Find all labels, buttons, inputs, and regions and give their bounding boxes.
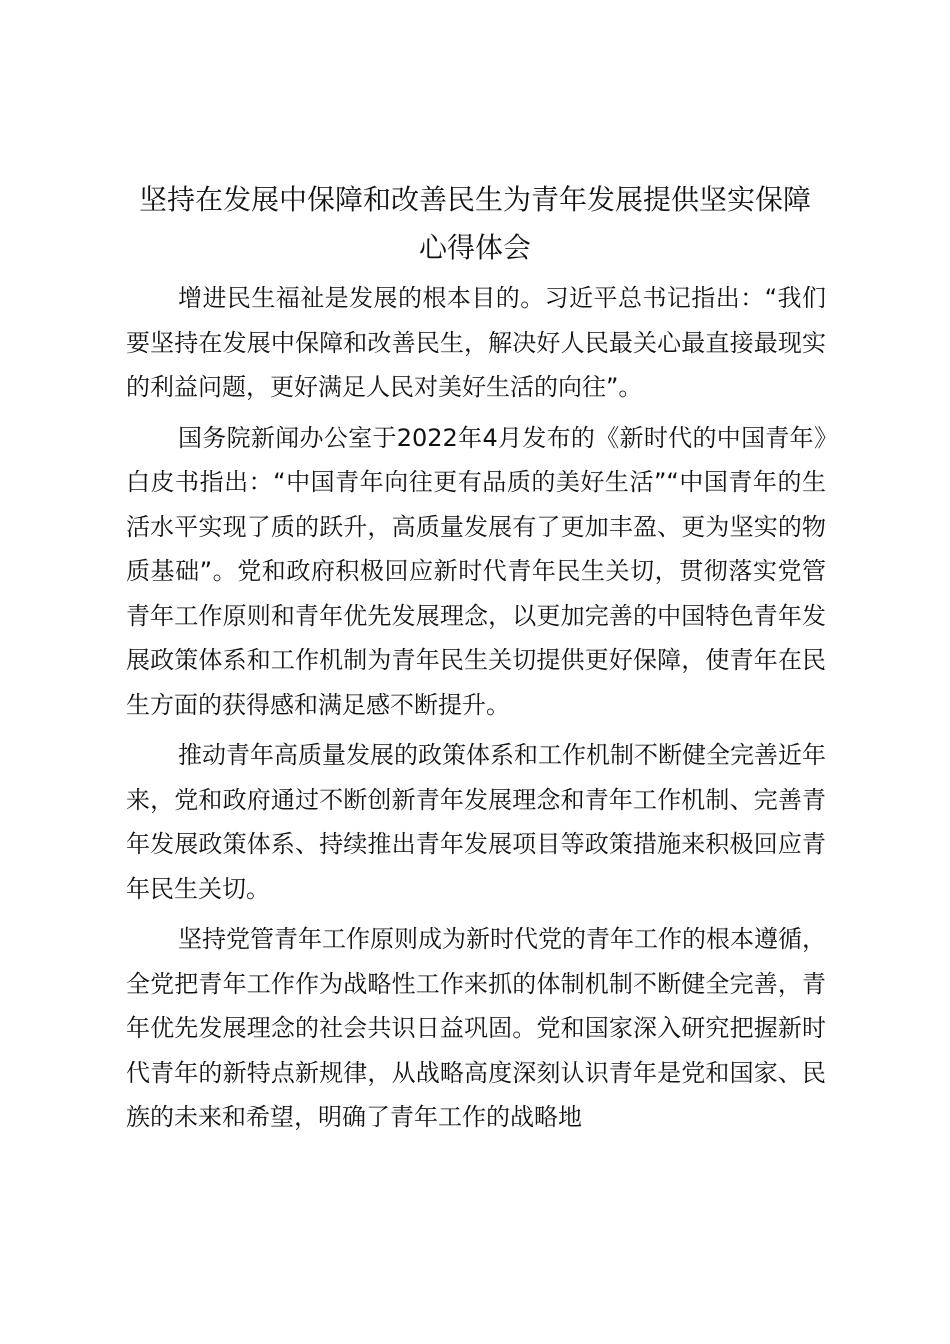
- document-title-line-1: 坚持在发展中保障和改善民生为青年发展提供坚实保障: [138, 183, 811, 216]
- paragraph-1: 增进民生福祉是发展的根本目的。习近平总书记指出：“我们要坚持在发展中保障和改善民生，解决好人民最关心最直接最现实的利益问题，更好满足人民对美好生活的向往”。: [126, 284, 826, 401]
- document-body: [126, 276, 826, 1146]
- paragraph-3: 推动青年高质量发展的政策体系和工作机制不断健全完善近年来，党和政府通过不断创新青年发展理念和青年工作机制、完善青年发展政策体系、持续推出青年发展项目等政策措施来积极回应青年民生关切。: [126, 741, 826, 903]
- paragraph-4: 坚持党管青年工作原则成为新时代党的青年工作的根本遵循，全党把青年工作作为战略性工作来抓的体制机制不断健全完善，青年优先发展理念的社会共识日益巩固。党和国家深入研究把握新时代青年的新特点新规律，从战略高度深刻认识青年是党和国家、民族的未来和希望，明确了青年工作的战略地: [126, 925, 826, 1131]
- document-title-line-2: 心得体会: [418, 231, 531, 264]
- paragraph-2: 国务院新闻办公室于2022年4月发布的《新时代的中国青年》白皮书指出：“中国青年向往更有品质的美好生活”“中国青年的生活水平实现了质的跃升，高质量发展有了更加丰盈、更为坚实的物质基础”。党和政府积极回应新时代青年民生关切，贯彻落实党管青年工作原则和青年优先发展理念，以更加完善的中国特色青年发展政策体系和工作机制为青年民生关切提供更好保障，使青年在民生方面的获得感和满足感不断提升。: [126, 423, 826, 719]
